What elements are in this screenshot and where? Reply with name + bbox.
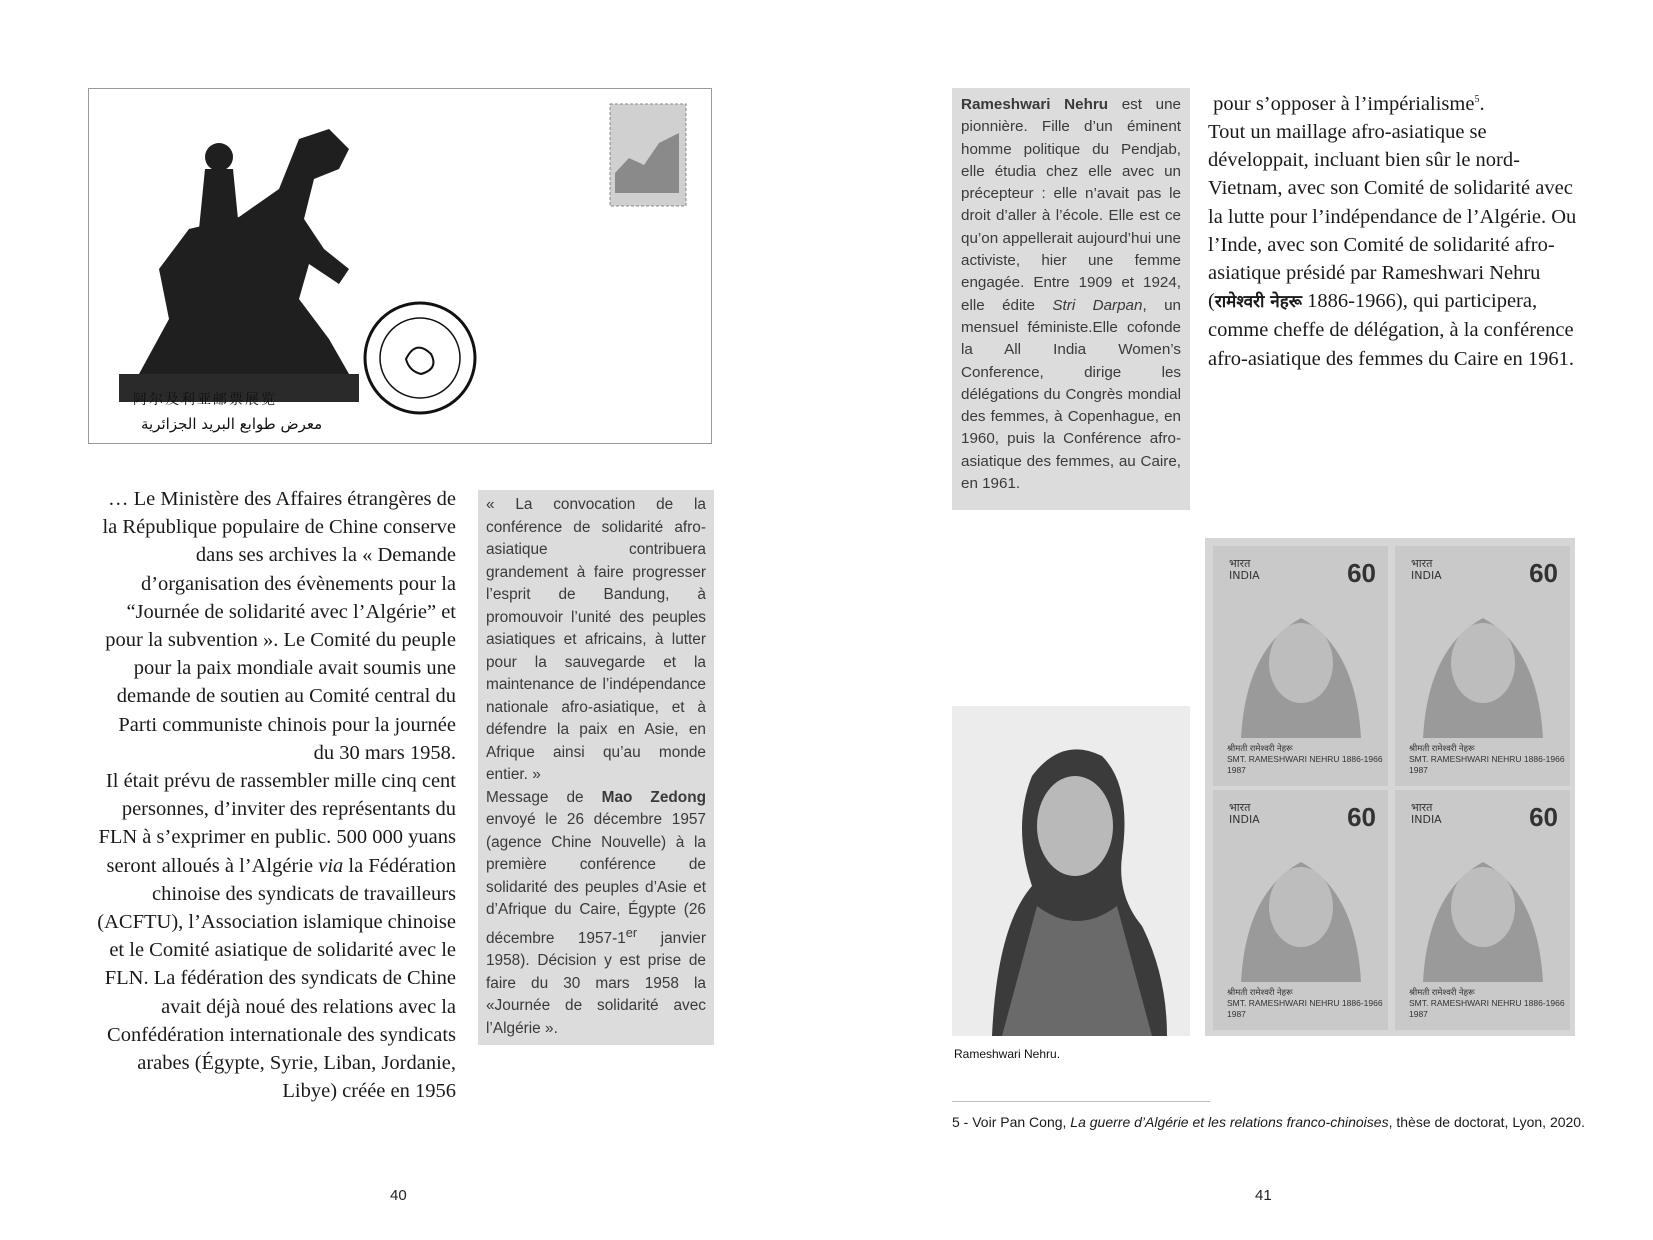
mao-quote-sidebar xyxy=(478,490,714,1045)
envelope-caption-chinese: 阿尔及利亚邮票展览 xyxy=(133,392,277,408)
paragraph: … Le Ministère des Affaires étrangères de la République populaire de Chine conserve dans ses archives la « Demande d’organisation des évènements pour la “Journée de solidarité avec l’Algérie” et pour la subvention ». Le Comité du peuple pour la paix mondiale avait soumis une demande de soutien au Comité central du Parti communiste chinois pour la journée du 30 mars 1958. xyxy=(102,488,456,764)
footnote-divider xyxy=(952,1101,1210,1102)
rameshwari-bio-sidebar xyxy=(952,88,1190,510)
great-wall-stamp xyxy=(609,103,687,207)
right-body-text xyxy=(1208,86,1588,373)
page-number-right: 41 xyxy=(1255,1187,1272,1204)
india-stamp: भारत INDIA 60 श्रीमती रामेश्वरी नेहरू SMT. RAMESHWARI NEHRU 1886-1966 1987 xyxy=(1395,546,1570,786)
portrait-engraving xyxy=(1231,832,1371,982)
quote-text: « La convocation de la conférence de solidarité afro-asiatique contribuera grandement à faire progresser l’esprit de Bandung, à promouvoir l’unité des peuples asiatiques et africains, à lutter pour la sauvegarde et la maintenance de l’indépendance nationale afro-asiatique, et à défendre la paix en Asie, en Afrique ainsi qu’au monde entier. » xyxy=(486,496,706,783)
horse-rider-statue-illustration xyxy=(99,99,389,419)
paragraph: pour s’opposer à l’impérialisme$^5$. xyxy=(1213,92,1485,115)
india-stamp-block xyxy=(1205,538,1575,1036)
left-body-text xyxy=(96,485,456,1105)
india-stamp: भारत INDIA 60 श्रीमती रामेश्वरी नेहरू SMT. RAMESHWARI NEHRU 1886-1966 1987 xyxy=(1213,546,1388,786)
rameshwari-nehru-portrait xyxy=(952,706,1190,1036)
page-number-left: 40 xyxy=(390,1187,407,1204)
india-stamp: भारत INDIA 60 श्रीमती रामेश्वरी नेहरू SMT. RAMESHWARI NEHRU 1886-1966 1987 xyxy=(1213,790,1388,1030)
postmark-stamp xyxy=(361,299,479,417)
bio-text: Rameshwari Nehru est une pionnière. Fille d’un éminent homme politique du Pendjab, elle étudia chez elle avec un précepteur : elle n’avait pas le droit d’aller à l’école. Elle est ce qu’on appellerait aujourd’hui une activiste, hier une femme engagée. Entre 1909 et 1924, elle édite Stri Darpan, un mensuel féministe.Elle cofonde la All India Women’s Conference, dirige les délégations du Congrès mondial des femmes, à Copenhague, en 1960, puis la Conférence afro-asiatique des femmes, au Caire, en 1961. xyxy=(961,96,1182,493)
portrait-caption: Rameshwari Nehru. xyxy=(954,1047,1061,1061)
portrait-engraving xyxy=(1413,588,1553,738)
portrait-engraving xyxy=(1231,588,1371,738)
india-stamp: भारत INDIA 60 श्रीमती रामेश्वरी नेहरू SMT. RAMESHWARI NEHRU 1886-1966 1987 xyxy=(1395,790,1570,1030)
paragraph: Tout un maillage afro-asiatique se développait, incluant bien sûr le nord-Vietnam, avec son Comité de solidarité avec la lutte pour l’indépendance de l’Algérie. Ou l’Inde, avec son Comité de solidarité afro-asiatique présidé par Rameshwari Nehru (रामेश्वरी नेहरू 1886-1966), qui participera, comme cheffe de délégation, à la conférence afro-asiatique des femmes du Caire en 1961. xyxy=(1208,121,1577,370)
envelope-caption-arabic: معرض طوابع البريد الجزائرية xyxy=(141,415,323,433)
quote-attribution: Message de Mao Zedong envoyé le 26 décembre 1957 (agence Chine Nouvelle) à la première conférence de solidarité des peuples d’Asie et d’Afrique du Caire, Égypte (26 décembre 1957-1er janvier 1958). Décision y est prise de faire du 30 mars 1958 la «Journée de solidarité avec l’Algérie ». xyxy=(486,788,706,1037)
footnote: 5 - Voir Pan Cong, La guerre d’Algérie et les relations franco-chinoises, thèse de doctorat, Lyon, 2020. xyxy=(952,1114,1585,1130)
envelope-image xyxy=(88,88,712,444)
portrait-engraving xyxy=(1413,832,1553,982)
paragraph: Il était prévu de rassembler mille cinq cent personnes, d’inviter des représentants du FLN à s’exprimer en public. 500 000 yuans seront alloués à l’Algérie via la Fédération chinoise des syndicats de travailleurs (ACFTU), l’Association islamique chinoise et le Comité asiatique de solidarité avec le FLN. La fédération des syndicats de Chine avait déjà noué des relations avec la Confédération internationale des syndicats arabes (Égypte, Syrie, Liban, Jordanie, Libye) créée en 1956 xyxy=(97,770,456,1103)
